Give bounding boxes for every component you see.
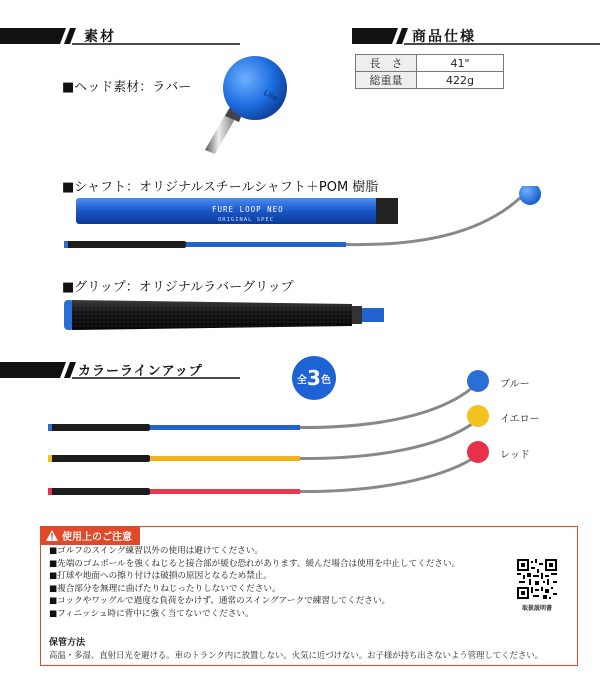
color-name-blue: ブルー — [500, 379, 530, 390]
head-ball-small — [519, 186, 541, 205]
caution-line: ■先端のゴムボールを強くねじると接合部が緩む恐れがあります。緩んだ場合は使用を中止してください。 — [49, 558, 461, 569]
header-bar-graphic — [0, 26, 240, 46]
head-material-label: ■ヘッド素材：ラバー — [62, 80, 192, 95]
ball-red — [467, 441, 489, 463]
spec-header — [352, 26, 600, 46]
spec-key: 長 さ — [356, 55, 417, 72]
stick-red — [48, 441, 489, 495]
shaft-illustration — [0, 186, 600, 256]
shaft-blue-section — [186, 242, 346, 247]
warning-icon — [46, 530, 58, 541]
badge-number: 3 — [307, 366, 321, 390]
header-bar-graphic — [352, 26, 600, 46]
rubber-ball — [223, 56, 287, 120]
caution-title: 使用上のご注意 — [62, 532, 132, 543]
caution-header — [40, 526, 140, 545]
grip-cap — [64, 241, 68, 248]
shaft-zoom-tip — [376, 198, 398, 224]
shaft-label: ■シャフト：オリジナルスチールシャフト＋POM 樹脂 — [62, 180, 379, 195]
caution-list — [49, 545, 460, 620]
shaft-print-line2: ORIGINAL SPEC — [218, 217, 275, 223]
qr-code-icon[interactable] — [517, 559, 557, 599]
spec-row-weight — [356, 72, 504, 89]
color-name-red: レッド — [500, 450, 530, 461]
grip-illustration — [62, 296, 392, 336]
material-title: 素材 — [84, 29, 116, 45]
spec-row-length — [356, 55, 504, 72]
caution-line: ■ゴルフのスイング練習以外の使用は避けてください。 — [49, 546, 264, 556]
colors-title: カラーラインアップ — [78, 364, 203, 379]
grip-collar — [352, 306, 362, 324]
caution-box — [40, 526, 578, 666]
ball-blue — [467, 370, 489, 392]
storage-text: 高温・多湿、直射日光を避ける。車のトランク内に放置しない。火気に近づけない。お子様が持ち出さないよう管理してください。 — [49, 650, 543, 660]
grip-texture — [72, 300, 352, 330]
grip-small — [66, 241, 186, 248]
color-name-yellow: イエロー — [500, 414, 540, 425]
shaft-print-line1: FURE LOOP NEO — [212, 205, 284, 214]
spec-key: 総重量 — [356, 72, 417, 89]
material-header — [0, 26, 240, 46]
caution-line: ■複合部分を無理に曲げたりねじったりしないでください。 — [49, 583, 281, 594]
grip-shaft-exit — [362, 308, 384, 322]
spec-value: 422g — [417, 72, 504, 89]
spec-title: 商品仕様 — [412, 29, 476, 45]
spec-table — [355, 54, 504, 89]
storage-title: 保管方法 — [49, 638, 86, 648]
spec-value: 41" — [417, 55, 504, 72]
stick-blue — [48, 370, 489, 431]
head-illustration — [195, 50, 335, 160]
qr-label: 取扱説明書 — [521, 605, 552, 612]
ball-yellow — [467, 405, 489, 427]
badge-suffix: 色 — [320, 374, 331, 386]
caution-line: ■フィニッシュ時に背中に強く当てないでください。 — [49, 608, 254, 619]
grip-label: ■グリップ：オリジナルラバーグリップ — [62, 280, 294, 295]
head-logo: Lite — [262, 87, 280, 104]
badge-prefix: 全 — [297, 374, 308, 386]
caution-line: ■打球や地面への擦り付けは破損の原因となるため禁止。 — [49, 571, 272, 581]
caution-line: ■コックやワッグルで過度な負荷をかけず、通常のスイングアークで練習してください。 — [49, 596, 391, 606]
